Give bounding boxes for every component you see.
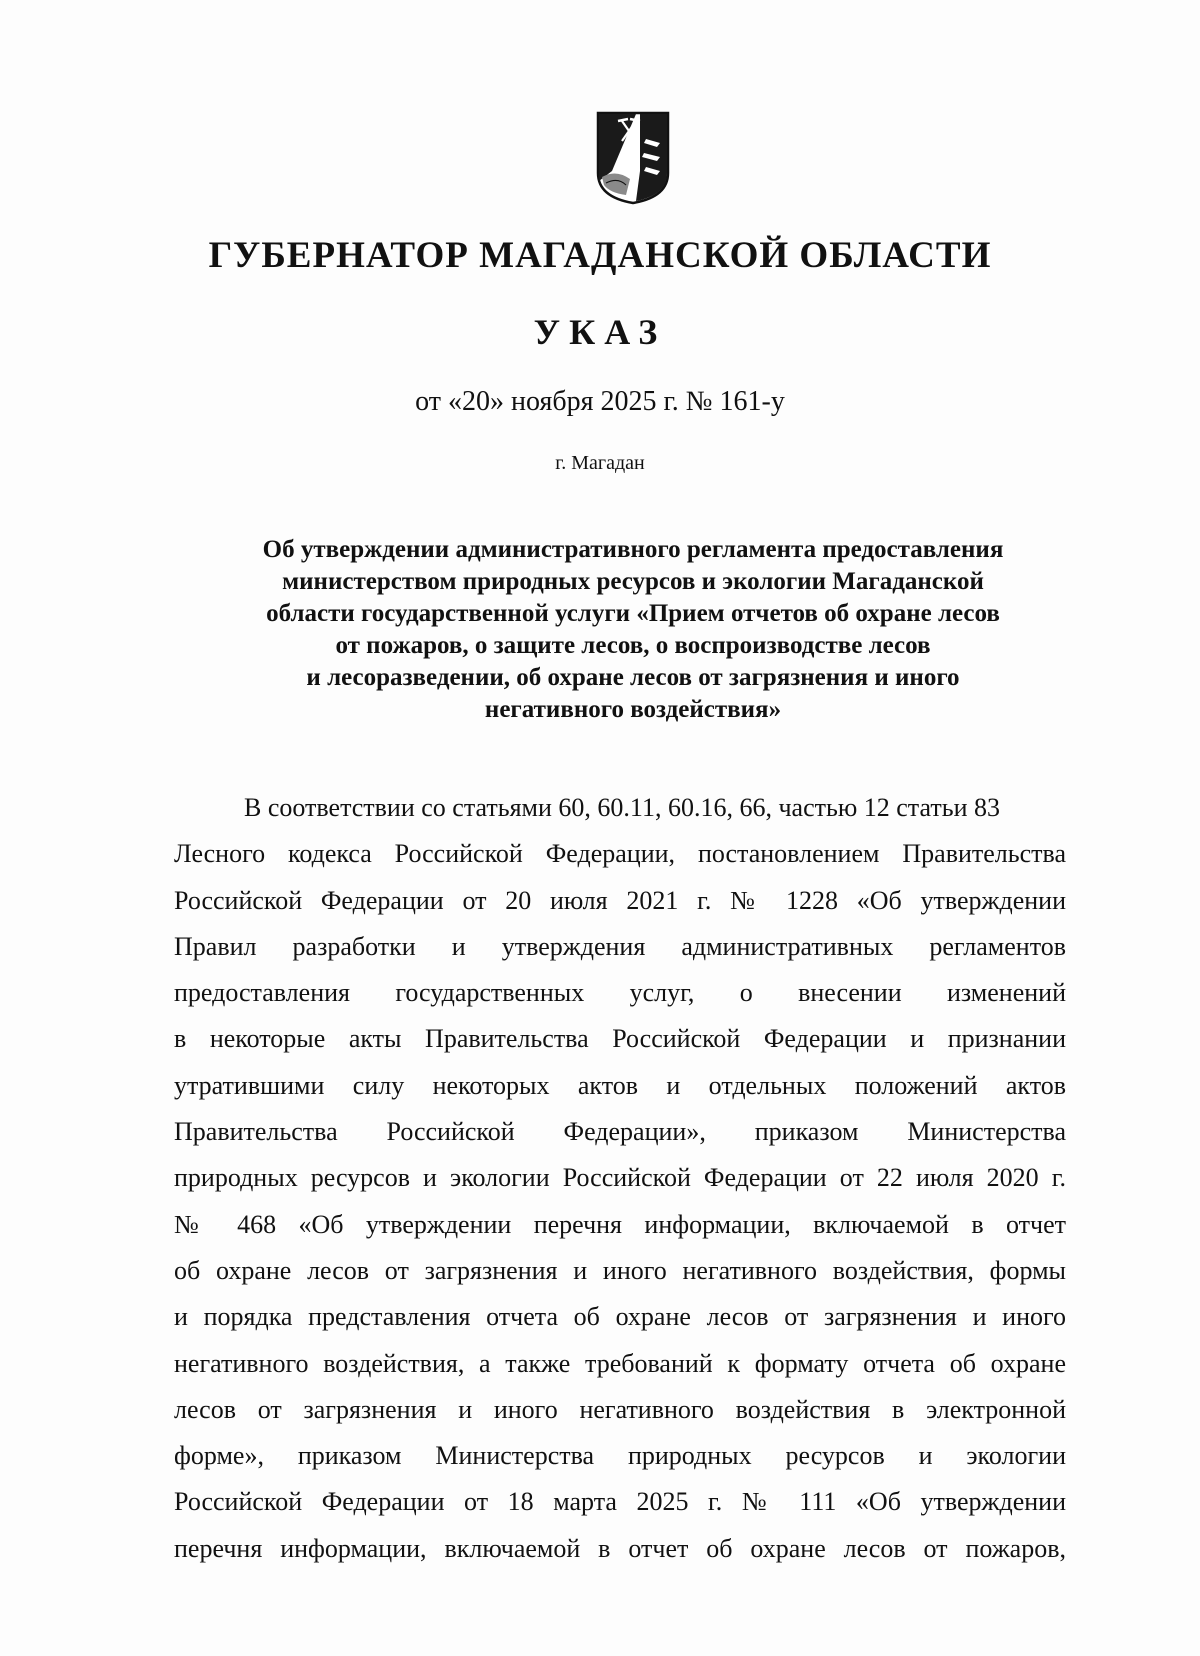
- body-line: В соответствии со статьями 60, 60.11, 60.16, 66, частью 12 статьи 83: [244, 793, 1000, 822]
- body-line: перечня информации, включаемой в отчет об охране лесов от пожаров,: [174, 1533, 1066, 1563]
- body-line: Правительства Российской Федерации», приказом Министерства: [174, 1117, 1066, 1147]
- title-line: области государственной услуги «Прием отчетов об охране лесов: [266, 600, 1000, 627]
- body-paragraph: [174, 785, 1066, 1572]
- body-line: № 468 «Об утверждении перечня информации, включаемой в отчет: [174, 1209, 1066, 1239]
- document-type: УКАЗ: [533, 312, 667, 352]
- body-line: и порядка представления отчета об охране лесов от загрязнения и иного: [174, 1302, 1066, 1332]
- issuing-authority: ГУБЕРНАТОР МАГАДАНСКОЙ ОБЛАСТИ: [208, 235, 992, 276]
- body-line: утратившими силу некоторых актов и отдельных положений актов: [174, 1070, 1066, 1100]
- body-line: Российской Федерации от 18 марта 2025 г. № 111 «Об утверждении: [174, 1487, 1066, 1517]
- body-line: лесов от загрязнения и иного негативного воздействия в электронной: [174, 1394, 1066, 1424]
- title-line: негативного воздействия»: [484, 696, 782, 723]
- body-line: предоставления государственных услуг, о внесении изменений: [174, 978, 1066, 1008]
- body-line: негативного воздействия, а также требований к формату отчета об охране: [174, 1348, 1066, 1378]
- title-line: и лесоразведении, об охране лесов от загрязнения и иного: [306, 664, 960, 691]
- title-line: Об утверждении административного регламента предоставления: [262, 536, 1004, 563]
- coat-of-arms-icon: [596, 111, 670, 205]
- body-line: в некоторые акты Правительства Российской Федерации и признании: [174, 1024, 1066, 1054]
- title-line: от пожаров, о защите лесов, о воспроизводстве лесов: [335, 632, 931, 659]
- title-line: министерством природных ресурсов и экологии Магаданской: [282, 568, 984, 595]
- body-line: форме», приказом Министерства природных ресурсов и экологии: [174, 1441, 1066, 1471]
- body-line: природных ресурсов и экологии Российской Федерации от 22 июля 2020 г.: [174, 1163, 1066, 1193]
- body-line: Российской Федерации от 20 июля 2021 г. № 1228 «Об утверждении: [174, 885, 1066, 915]
- document-title: [150, 534, 1116, 726]
- body-line: об охране лесов от загрязнения и иного негативного воздействия, формы: [174, 1255, 1066, 1285]
- place-of-issue: г. Магадан: [555, 452, 645, 474]
- body-line: Лесного кодекса Российской Федерации, постановлением Правительства: [174, 839, 1066, 869]
- date-and-number: от «20» ноября 2025 г. № 161-у: [415, 386, 785, 417]
- body-line: Правил разработки и утверждения административных регламентов: [174, 931, 1066, 961]
